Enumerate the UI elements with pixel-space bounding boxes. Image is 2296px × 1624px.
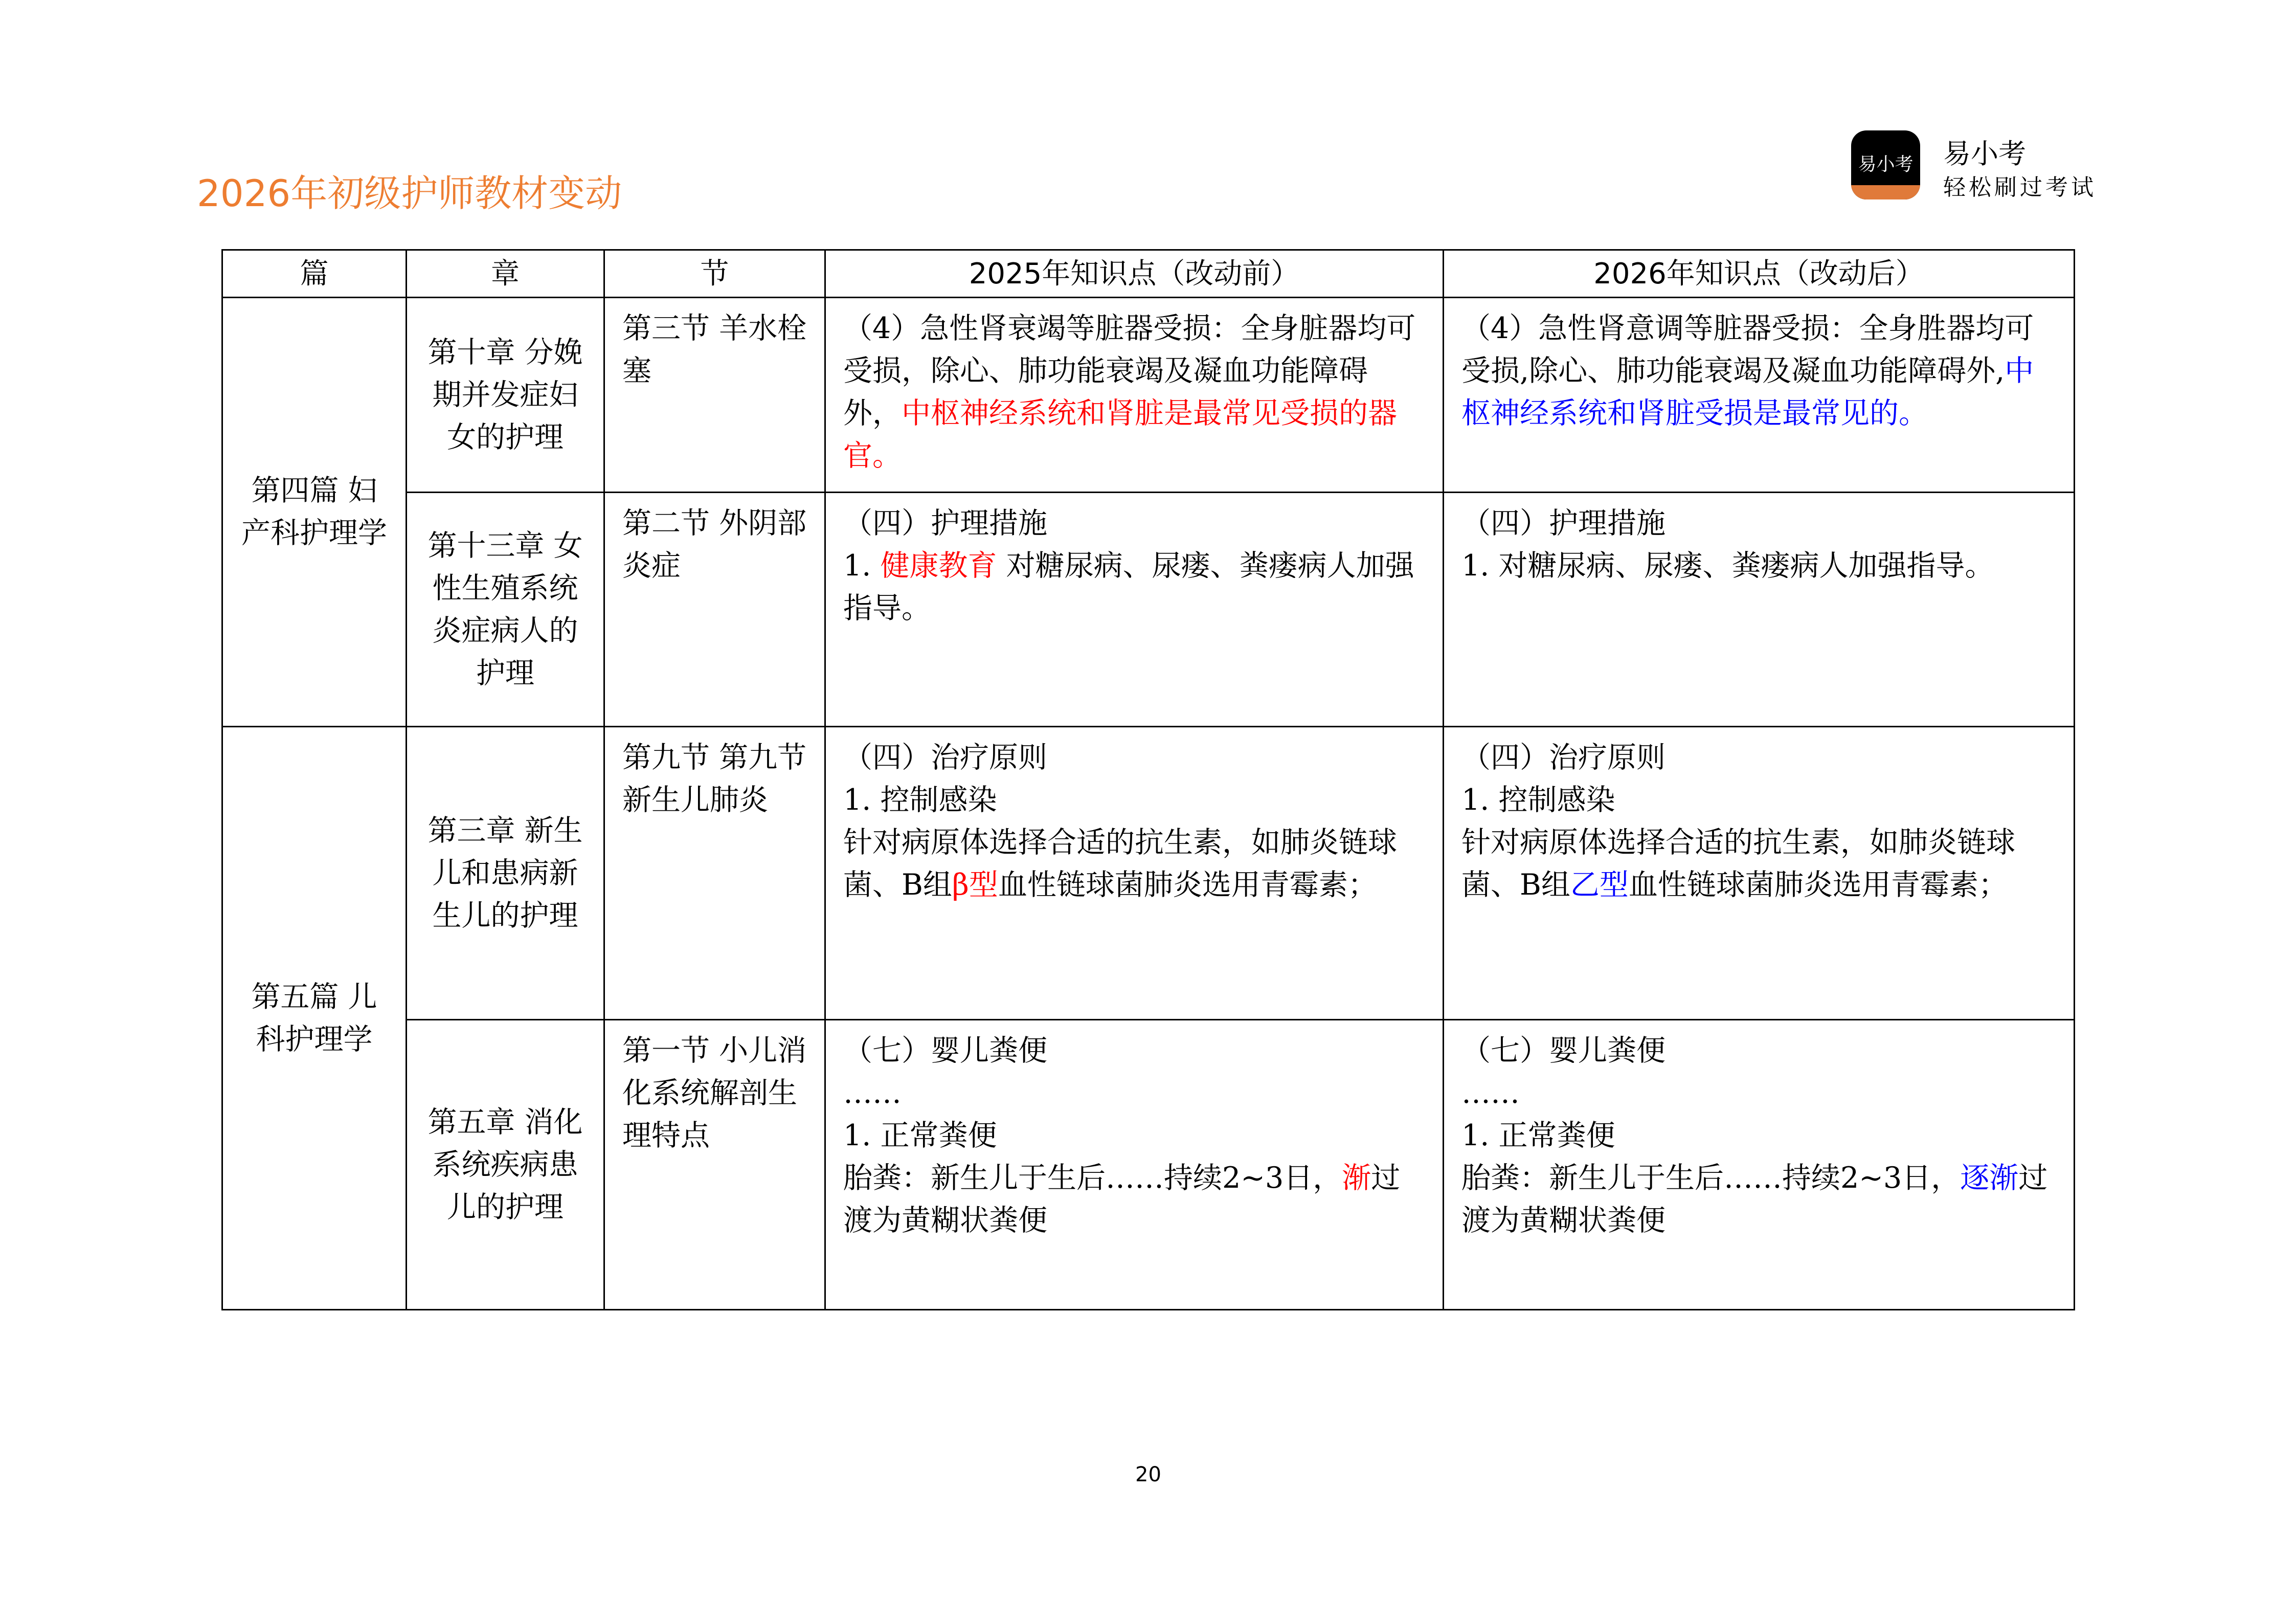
brand-logo — [1851, 130, 1920, 199]
logo-icon-text: 易小考 — [1858, 154, 1914, 175]
header-before: 2025年知识点（改动前） — [825, 250, 1444, 298]
table-row — [222, 727, 2075, 1020]
cell-before — [825, 298, 1444, 493]
header-pian: 篇 — [222, 250, 407, 298]
table-row — [222, 493, 2075, 727]
highlighted-change: 逐渐 — [1960, 1161, 2019, 1195]
cell-after — [1444, 1020, 2075, 1310]
highlighted-change: 乙型 — [1570, 868, 1629, 902]
text: 对糖尿病、尿瘘、粪瘘病人加强指导。 — [843, 549, 1414, 625]
text: （四）护理措施 1. 对糖尿病、尿瘘、粪瘘病人加强指导。 — [1461, 506, 1994, 583]
highlighted-change: β型 — [952, 868, 998, 902]
text: （4）急性肾意调等脏器受损：全身胜器均可受损,除心、肺功能衰竭及凝血功能障碍外, — [1461, 312, 2034, 388]
highlighted-change: 渐 — [1342, 1161, 1371, 1195]
cell-zhang: 第十三章 女性生殖系统炎症病人的护理 — [407, 493, 604, 727]
text: 过渡为黄糊状粪便 — [843, 1161, 1401, 1237]
cell-pian: 第五篇 儿科护理学 — [222, 727, 407, 1310]
header-zhang: 章 — [407, 250, 604, 298]
cell-jie: 第九节 第九节新生儿肺炎 — [604, 727, 825, 1020]
cell-after — [1444, 727, 2075, 1020]
changes-table — [221, 249, 2075, 1310]
cell-before — [825, 727, 1444, 1020]
cell-before — [825, 493, 1444, 727]
cell-before — [825, 1020, 1444, 1310]
table-header-row — [222, 250, 2075, 298]
cell-jie: 第一节 小儿消化系统解剖生理特点 — [604, 1020, 825, 1310]
cell-zhang: 第五章 消化系统疾病患儿的护理 — [407, 1020, 604, 1310]
text: 血性链球菌肺炎选用青霉素； — [998, 868, 1377, 902]
header-after: 2026年知识点（改动后） — [1444, 250, 2075, 298]
highlighted-change: 中枢神经系统和肾脏受损是最常见的。 — [1461, 354, 2034, 430]
page-number: 20 — [1135, 1463, 1161, 1486]
text: （七）婴儿粪便 …… 1. 正常粪便 胎粪：新生儿于生后……持续2~3日， — [1461, 1034, 1961, 1195]
table-row — [222, 1020, 2075, 1310]
highlighted-change: 中枢神经系统和肾脏是最常见受损的器官。 — [843, 396, 1397, 473]
cell-jie: 第三节 羊水栓塞 — [604, 298, 825, 493]
text: 过渡为黄糊状粪便 — [1461, 1161, 2048, 1237]
cell-after — [1444, 493, 2075, 727]
document-title: 2026年初级护师教材变动 — [197, 172, 622, 215]
cell-zhang: 第三章 新生儿和患病新生儿的护理 — [407, 727, 604, 1020]
text: （七）婴儿粪便 …… 1. 正常粪便 胎粪：新生儿于生后……持续2~3日， — [843, 1034, 1342, 1195]
text: （四）治疗原则 1. 控制感染 针对病原体选择合适的抗生素，如肺炎链球菌、B组 — [843, 741, 1397, 902]
cell-jie: 第二节 外阴部炎症 — [604, 493, 825, 727]
text: （四）治疗原则 1. 控制感染 针对病原体选择合适的抗生素，如肺炎链球菌、B组 — [1461, 741, 2015, 902]
text: （4）急性肾衰竭等脏器受损：全身脏器均可受损，除心、肺功能衰竭及凝血功能障碍外， — [843, 312, 1416, 430]
highlighted-change: 健康教育 — [880, 549, 997, 583]
header-jie: 节 — [604, 250, 825, 298]
cell-zhang: 第十章 分娩期并发症妇女的护理 — [407, 298, 604, 493]
text: 血性链球菌肺炎选用青霉素； — [1628, 868, 2008, 902]
brand-name: 易小考 — [1943, 138, 2026, 170]
cell-pian: 第四篇 妇产科护理学 — [222, 298, 407, 727]
brand-slogan: 轻松刷过考试 — [1943, 174, 2097, 201]
text: （四）护理措施 1. — [843, 506, 1047, 583]
table-row — [222, 298, 2075, 493]
cell-after — [1444, 298, 2075, 493]
